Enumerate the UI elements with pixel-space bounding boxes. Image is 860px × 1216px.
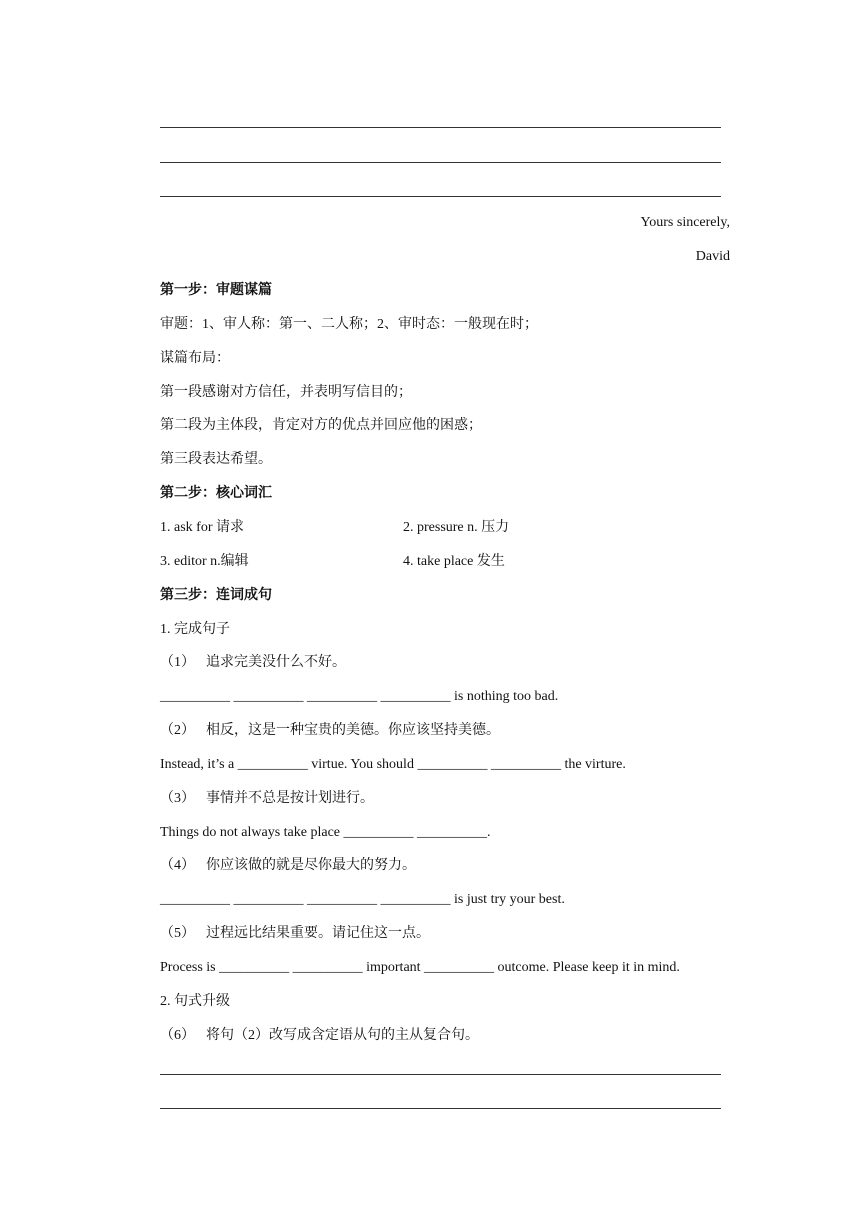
- answer-line[interactable]: [160, 127, 721, 128]
- vocab-item: 3. editor n.编辑: [160, 554, 249, 569]
- vocab-item: 2. pressure n. 压力: [403, 520, 510, 535]
- exercise-number: （5）: [160, 926, 195, 941]
- step3-heading: 第三步：连词成句: [160, 588, 272, 603]
- exercise-prompt: 你应该做的就是尽你最大的努力。: [206, 858, 416, 873]
- step1-layout-label: 谋篇布局：: [160, 351, 230, 366]
- exercise-number: （1）: [160, 655, 195, 670]
- step1-para2: 第二段为主体段，肯定对方的优点并回应他的困惑；: [160, 418, 482, 433]
- step1-heading: 第一步：审题谋篇: [160, 283, 272, 298]
- step1-analysis: 审题：1、审人称：第一、二人称；2、审时态：一般现在时；: [160, 317, 538, 332]
- closing-name: David: [695, 249, 730, 264]
- answer-line[interactable]: [160, 196, 721, 197]
- exercise-en[interactable]: Process is __________ __________ important __________ outcome. Please keep it in mind.: [160, 960, 680, 975]
- exercise-prompt: 过程远比结果重要。请记住这一点。: [206, 926, 430, 941]
- exercise-en[interactable]: Things do not always take place __________ __________.: [160, 825, 491, 840]
- exercise-prompt: 追求完美没什么不好。: [206, 655, 346, 670]
- exercise-cn: [160, 925, 430, 943]
- exercise-en[interactable]: __________ __________ __________ __________ is just try your best.: [160, 892, 565, 907]
- exercise-prompt: 相反，这是一种宝贵的美德。你应该坚持美德。: [206, 723, 500, 738]
- exercise-en[interactable]: Instead, it’s a __________ virtue. You should __________ __________ the virture.: [160, 757, 626, 772]
- answer-line[interactable]: [160, 162, 721, 163]
- vocab-item: 1. ask for 请求: [160, 520, 244, 535]
- exercise-cn: [160, 654, 346, 672]
- answer-line[interactable]: [160, 1074, 721, 1075]
- vocab-item: 4. take place 发生: [403, 554, 505, 569]
- exercise-cn: [160, 857, 416, 875]
- exercise-prompt: 事情并不总是按计划进行。: [206, 791, 374, 806]
- part1-title: 1. 完成句子: [160, 622, 230, 637]
- exercise-en[interactable]: __________ __________ __________ __________ is nothing too bad.: [160, 689, 559, 704]
- exercise-number: （6）: [160, 1028, 195, 1043]
- step1-para3: 第三段表达希望。: [160, 452, 272, 467]
- answer-line[interactable]: [160, 1108, 721, 1109]
- upgrade-prompt: [160, 1027, 479, 1045]
- exercise-number: （4）: [160, 858, 195, 873]
- step2-heading: 第二步：核心词汇: [160, 486, 272, 501]
- part2-title: 2. 句式升级: [160, 994, 230, 1009]
- exercise-cn: [160, 722, 500, 740]
- exercise-number: （3）: [160, 791, 195, 806]
- step1-para1: 第一段感谢对方信任，并表明写信目的；: [160, 385, 412, 400]
- exercise-cn: [160, 790, 374, 808]
- upgrade-instruction: 将句（2）改写成含定语从句的主从复合句。: [206, 1028, 479, 1043]
- closing-salutation: Yours sincerely,: [640, 215, 730, 230]
- exercise-number: （2）: [160, 723, 195, 738]
